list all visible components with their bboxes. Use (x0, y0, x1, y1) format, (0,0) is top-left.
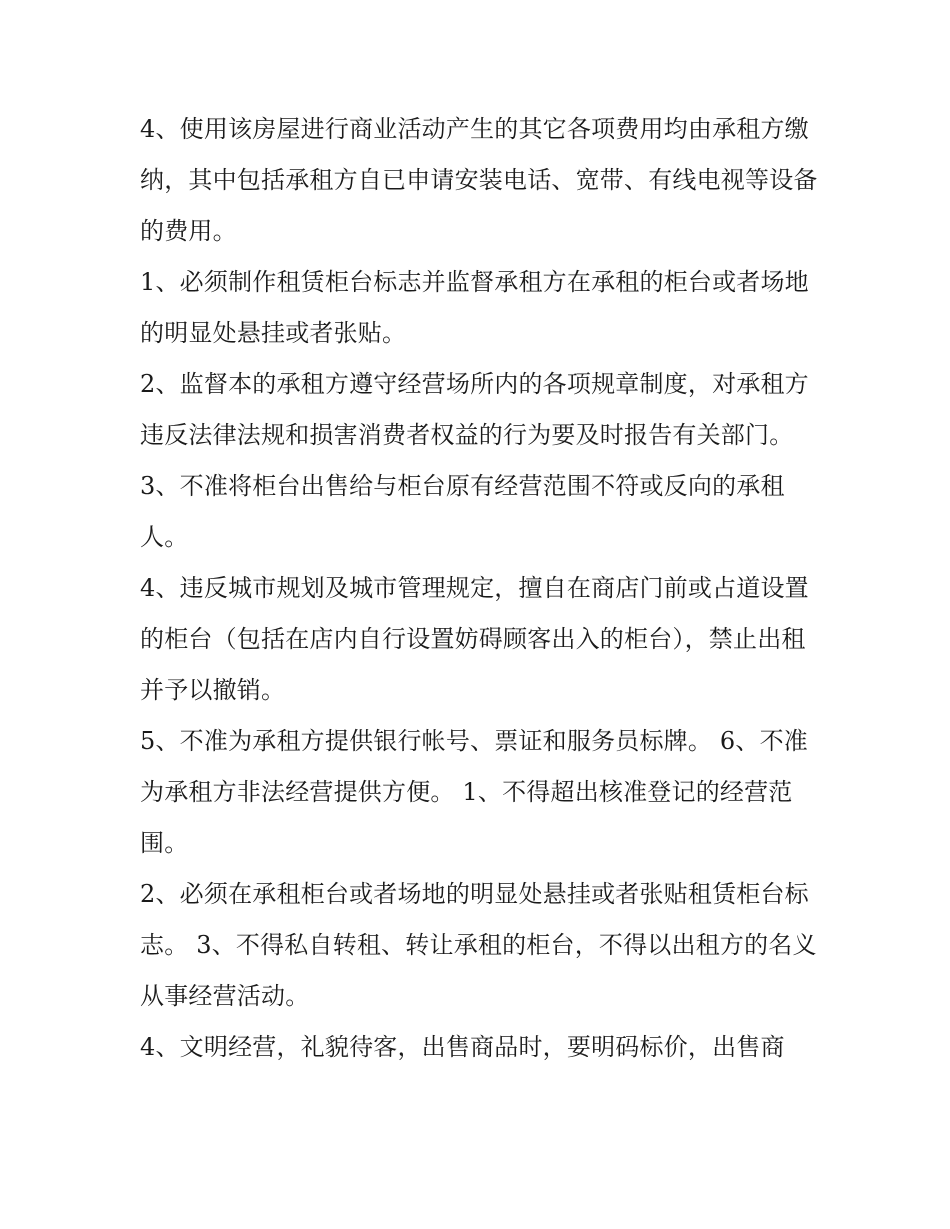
paragraph-1: 4、使用该房屋进行商业活动产生的其它各项费用均由承租方缴纳，其中包括承租方自已申请安装电话、宽带、有线电视等设备的费用。 (140, 115, 818, 245)
paragraph-8: 4、文明经营，礼貌待客，出售商品时，要明码标价，出售商 (140, 1033, 785, 1061)
paragraph-6: 5、不准为承租方提供银行帐号、票证和服务员标牌。 6、不准为承租方非法经营提供方便。 1、不得超出核准登记的经营范围。 (140, 727, 808, 857)
paragraph-7: 2、必须在承租柜台或者场地的明显处悬挂或者张贴租赁柜台标志。 3、不得私自转租、转让承租的柜台，不得以出租方的名义从事经营活动。 (140, 880, 817, 1010)
document-body (140, 104, 820, 1073)
paragraph-2: 1、必须制作租赁柜台标志并监督承租方在承租的柜台或者场地的明显处悬挂或者张贴。 (140, 268, 809, 347)
paragraph-4: 3、不准将柜台出售给与柜台原有经营范围不符或反向的承租人。 (140, 472, 785, 551)
paragraph-3: 2、监督本的承租方遵守经营场所内的各项规章制度，对承租方违反法律法规和损害消费者权益的行为要及时报告有关部门。 (140, 370, 809, 449)
paragraph-5: 4、违反城市规划及城市管理规定，擅自在商店门前或占道设置的柜台（包括在店内自行设置妨碍顾客出入的柜台），禁止出租并予以撤销。 (140, 574, 809, 704)
